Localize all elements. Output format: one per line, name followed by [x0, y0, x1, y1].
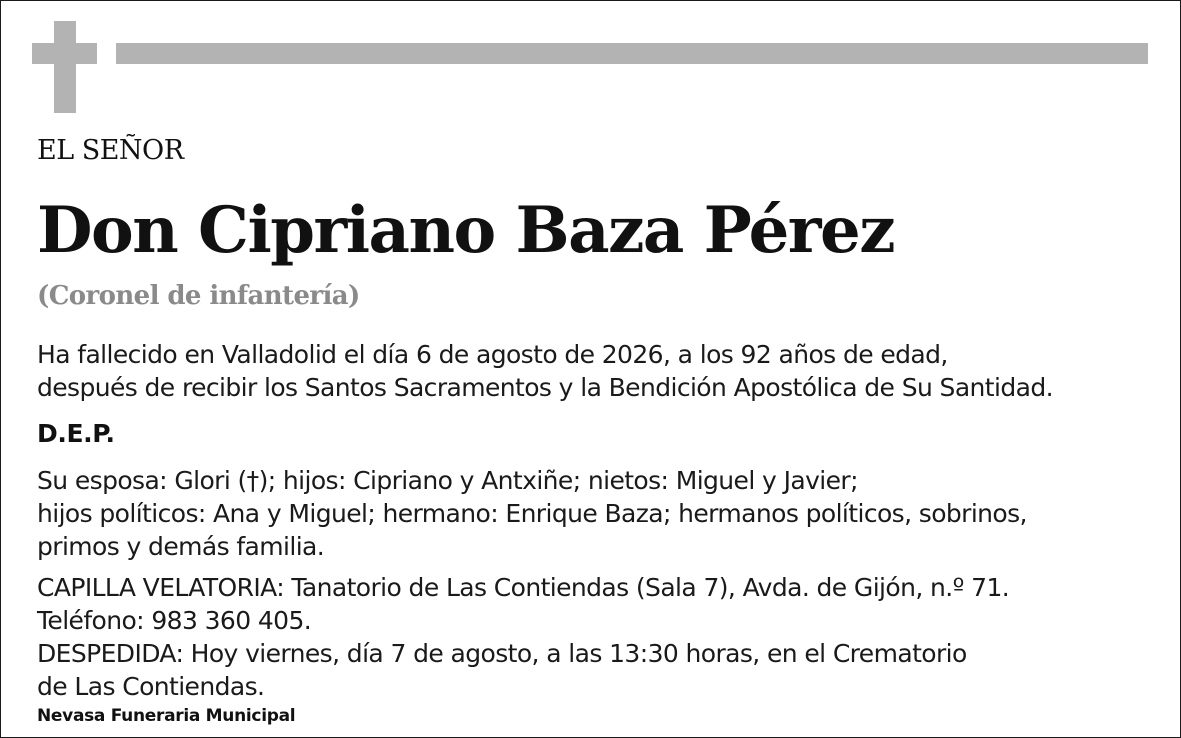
death-announcement: [37, 338, 1053, 404]
family-list: [37, 464, 1027, 563]
rip-label: D.E.P.: [37, 419, 115, 448]
family-line: primos y demás familia.: [37, 532, 325, 561]
announcement-line: después de recibir los Santos Sacramentos y la Bendición Apostólica de Su Santidad.: [37, 373, 1053, 402]
cross-icon-arm: [32, 43, 97, 64]
family-line: Su esposa: Glori (†); hijos: Cipriano y Antxiñe; nietos: Miguel y Javier;: [37, 466, 858, 495]
deceased-rank: (Coronel de infantería): [37, 281, 360, 311]
deceased-name: Don Cipriano Baza Pérez: [37, 193, 895, 268]
funeral-home: Nevasa Funeraria Municipal: [37, 706, 296, 726]
header-rule: [116, 43, 1148, 64]
arrangement-line: DESPEDIDA: Hoy viernes, día 7 de agosto, a las 13:30 horas, en el Crematorio: [37, 639, 967, 668]
announcement-line: Ha fallecido en Valladolid el día 6 de agosto de 2026, a los 92 años de edad,: [37, 340, 948, 369]
cross-icon: [54, 21, 76, 113]
arrangement-line: CAPILLA VELATORIA: Tanatorio de Las Contiendas (Sala 7), Avda. de Gijón, n.º 71.: [37, 573, 1010, 602]
honorific: EL SEÑOR: [37, 135, 184, 166]
arrangement-line: Teléfono: 983 360 405.: [37, 606, 312, 635]
family-line: hijos políticos: Ana y Miguel; hermano: Enrique Baza; hermanos políticos, sobrinos,: [37, 499, 1027, 528]
arrangement-line: de Las Contiendas.: [37, 672, 265, 701]
funeral-arrangements: [37, 571, 1009, 703]
